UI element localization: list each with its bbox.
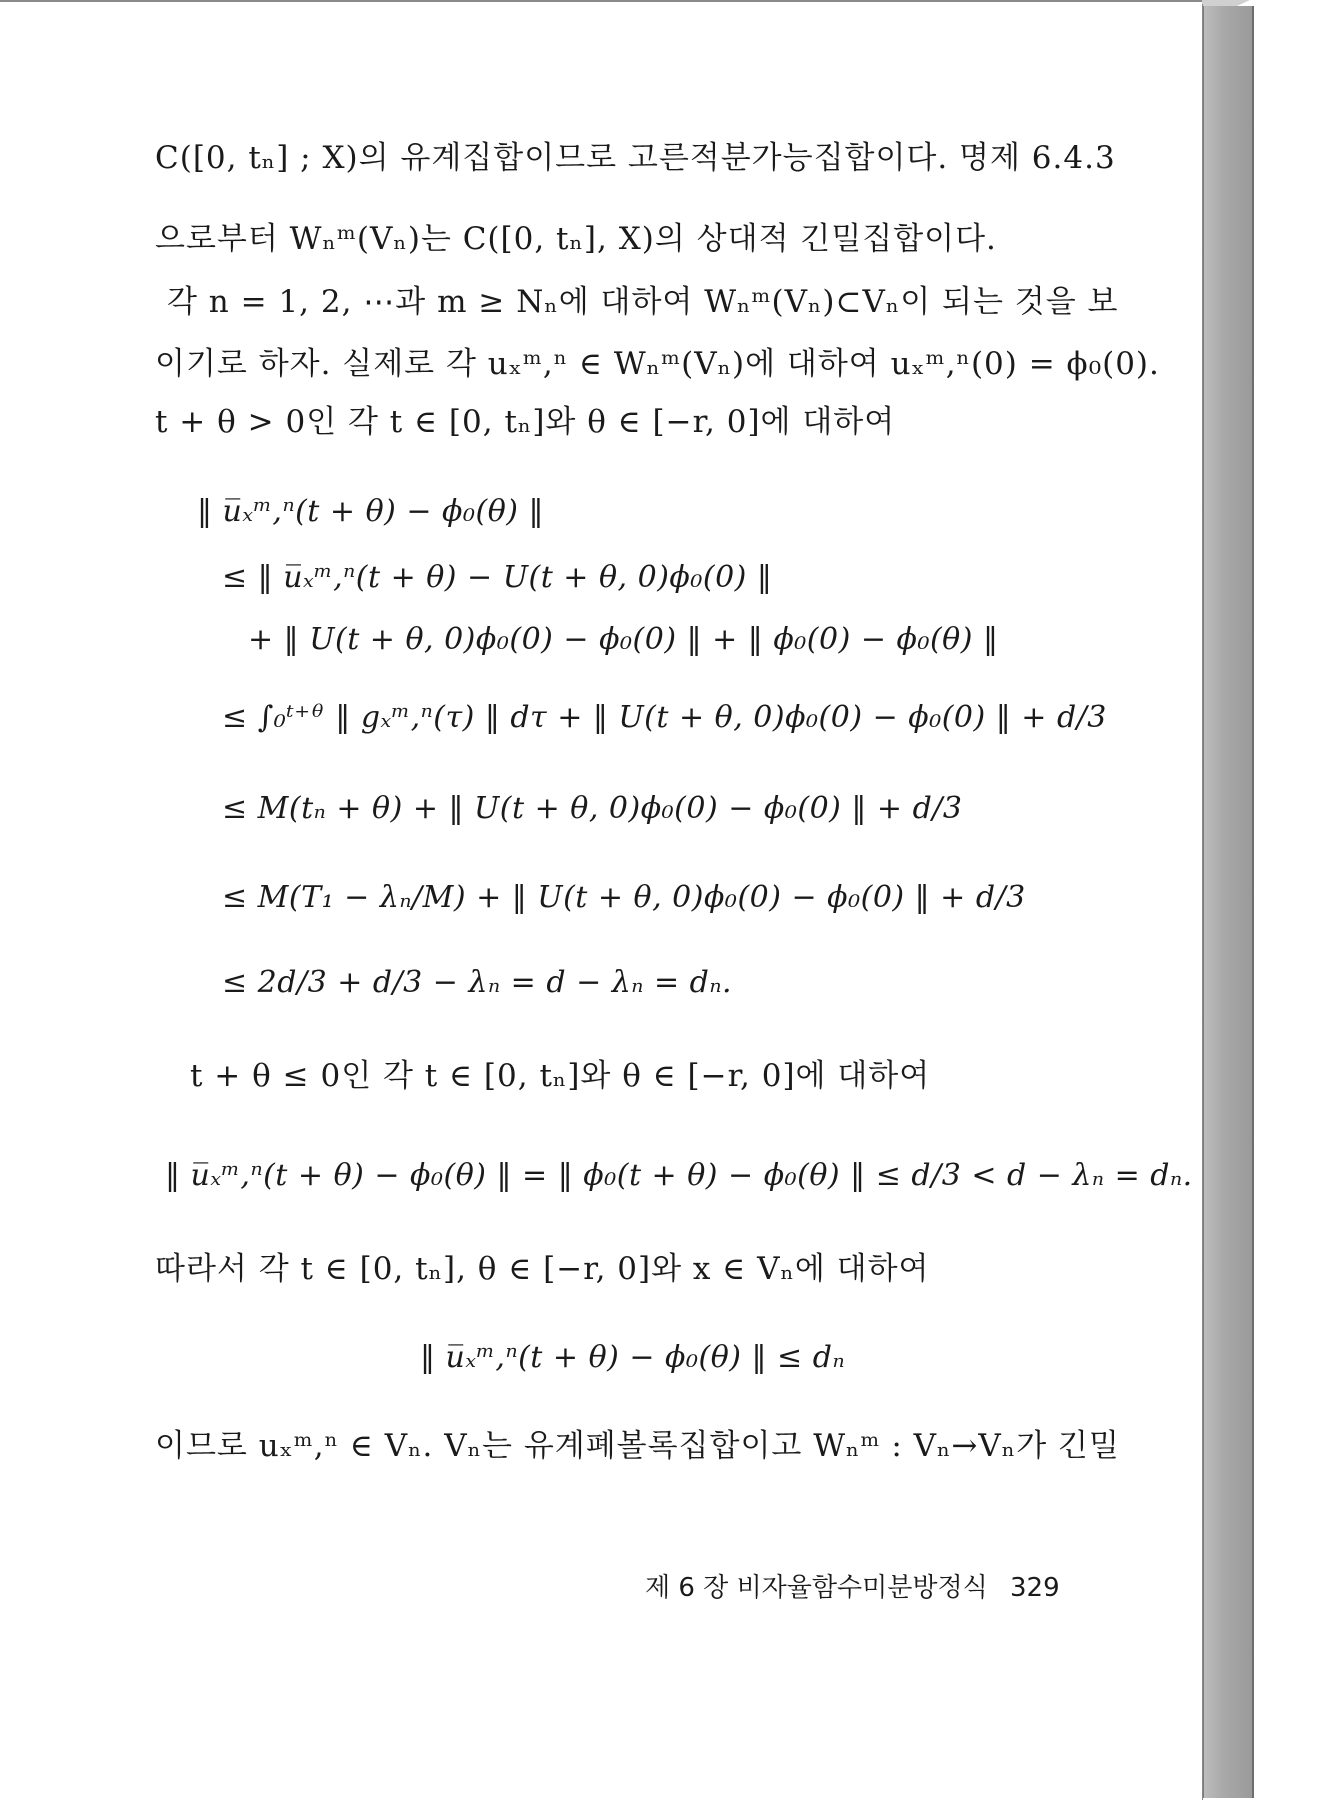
book-spine [1202, 6, 1254, 1798]
running-footer [645, 1570, 1060, 1606]
paragraph2-line3: t + θ > 0인 각 t ∈ [0, tₙ]와 θ ∈ [−r, 0]에 대하여 [155, 404, 896, 440]
derivation-row5: ≤ M(tₙ + θ) + ‖ U(t + θ, 0)ϕ₀(0) − ϕ₀(0) ‖ + d/3 [222, 791, 963, 826]
paragraph5-line1: 이므로 uₓᵐ,ⁿ ∈ Vₙ. Vₙ는 유계폐볼록집합이고 Wₙᵐ : Vₙ→Vₙ가 긴밀 [155, 1428, 1120, 1464]
paragraph2-line2: 이기로 하자. 실제로 각 uₓᵐ,ⁿ ∈ Wₙᵐ(Vₙ)에 대하여 uₓᵐ,ⁿ(0) = ϕ₀(0). [155, 346, 1160, 382]
paragraph4-line1: 따라서 각 t ∈ [0, tₙ], θ ∈ [−r, 0]와 x ∈ Vₙ에 대하여 [155, 1251, 930, 1287]
equation3: ‖ u̅ₓᵐ,ⁿ(t + θ) − ϕ₀(θ) ‖ ≤ dₙ [420, 1340, 846, 1375]
page-number: 329 [1010, 1573, 1060, 1603]
derivation-row4: ≤ ∫₀ᵗ⁺ᶿ ‖ gₓᵐ,ⁿ(τ) ‖ dτ + ‖ U(t + θ, 0)ϕ₀(0) − ϕ₀(0) ‖ + d/3 [222, 700, 1107, 735]
paragraph1-line1: C([0, tₙ] ; X)의 유계집합이므로 고른적분가능집합이다. 명제 6.4.3 [155, 140, 1116, 176]
paragraph2-line1: 각 n = 1, 2, ⋯과 m ≥ Nₙ에 대하여 Wₙᵐ(Vₙ)⊂Vₙ이 되는 것을 보 [167, 284, 1119, 320]
derivation-row2: ≤ ‖ u̅ₓᵐ,ⁿ(t + θ) − U(t + θ, 0)ϕ₀(0) ‖ [222, 560, 773, 595]
derivation-row6: ≤ M(T₁ − λₙ/M) + ‖ U(t + θ, 0)ϕ₀(0) − ϕ₀(0) ‖ + d/3 [222, 880, 1026, 915]
paragraph3-line1: t + θ ≤ 0인 각 t ∈ [0, tₙ]와 θ ∈ [−r, 0]에 대하여 [190, 1058, 931, 1094]
derivation-row1: ‖ u̅ₓᵐ,ⁿ(t + θ) − ϕ₀(θ) ‖ [197, 494, 545, 529]
derivation-row7: ≤ 2d/3 + d/3 − λₙ = d − λₙ = dₙ. [222, 965, 733, 1000]
book-page [0, 4, 1203, 1800]
derivation-row3: + ‖ U(t + θ, 0)ϕ₀(0) − ϕ₀(0) ‖ + ‖ ϕ₀(0) − ϕ₀(θ) ‖ [248, 622, 999, 657]
equation2: ‖ u̅ₓᵐ,ⁿ(t + θ) − ϕ₀(θ) ‖ = ‖ ϕ₀(t + θ) − ϕ₀(θ) ‖ ≤ d/3 < d − λₙ = dₙ. [165, 1158, 1193, 1193]
paragraph1-line2: 으로부터 Wₙᵐ(Vₙ)는 C([0, tₙ], X)의 상대적 긴밀집합이다. [155, 221, 997, 257]
chapter-title: 제 6 장 비자율함수미분방정식 [645, 1573, 988, 1603]
